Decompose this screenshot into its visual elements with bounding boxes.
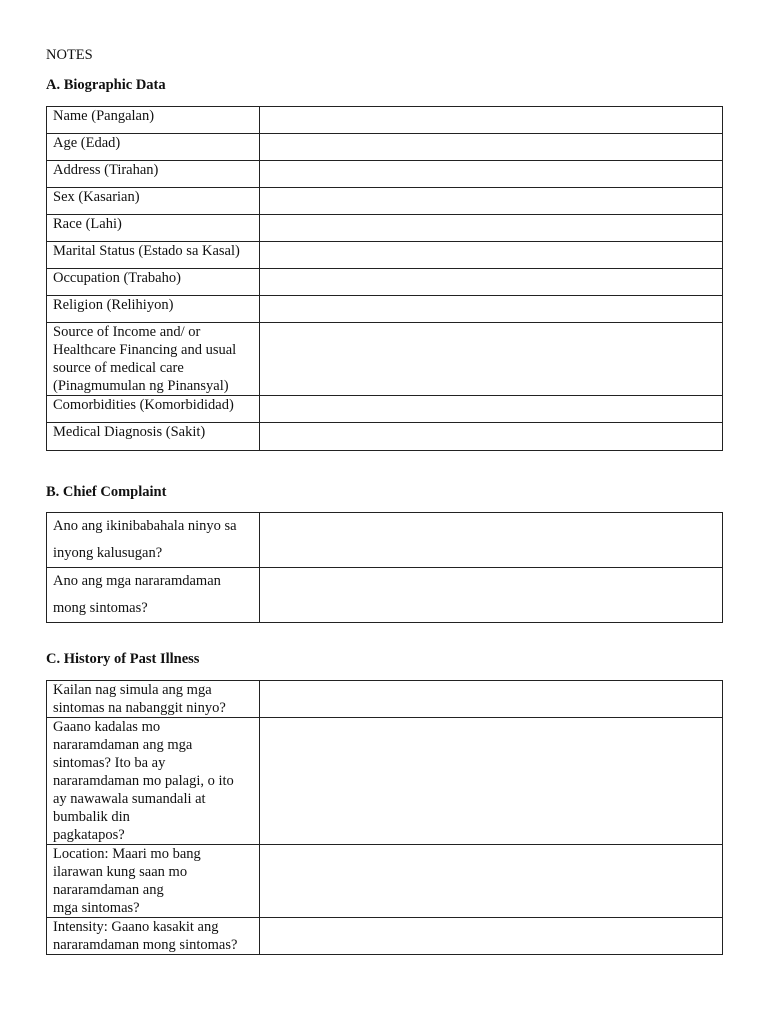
field-value[interactable] xyxy=(260,323,723,396)
field-value[interactable] xyxy=(260,845,723,918)
field-value[interactable] xyxy=(260,718,723,845)
notes-label: NOTES xyxy=(46,47,93,63)
field-value[interactable] xyxy=(260,215,723,242)
field-value[interactable] xyxy=(260,296,723,323)
field-value[interactable] xyxy=(260,513,723,568)
table-row xyxy=(47,845,723,918)
table-row xyxy=(47,296,723,323)
field-value[interactable] xyxy=(260,423,723,451)
field-value[interactable] xyxy=(260,396,723,423)
field-value[interactable] xyxy=(260,161,723,188)
field-label: Ano ang ikinibabahala ninyo sa inyong kalusugan? xyxy=(47,513,260,568)
section-b-heading: B. Chief Complaint xyxy=(46,484,167,500)
field-value[interactable] xyxy=(260,134,723,161)
table-row xyxy=(47,396,723,423)
field-label: Ano ang mga nararamdaman mong sintomas? xyxy=(47,568,260,623)
table-row xyxy=(47,718,723,845)
table-row xyxy=(47,918,723,955)
section-c-heading: C. History of Past Illness xyxy=(46,651,200,667)
history-past-illness-table xyxy=(46,680,723,955)
field-value[interactable] xyxy=(260,107,723,134)
field-value[interactable] xyxy=(260,188,723,215)
table-row xyxy=(47,242,723,269)
field-value[interactable] xyxy=(260,681,723,718)
field-label: Race (Lahi) xyxy=(47,215,260,242)
field-label: Intensity: Gaano kasakit ang nararamdaman mong sintomas? xyxy=(47,918,260,955)
field-label: Religion (Relihiyon) xyxy=(47,296,260,323)
table-row xyxy=(47,323,723,396)
field-label: Name (Pangalan) xyxy=(47,107,260,134)
biographic-data-table xyxy=(46,106,723,451)
table-row xyxy=(47,215,723,242)
chief-complaint-table xyxy=(46,512,723,623)
field-value[interactable] xyxy=(260,269,723,296)
field-label: Gaano kadalas mo nararamdaman ang mga sintomas? Ito ba ay nararamdaman mo palagi, o ito ay nawawala sumandali at bumbalik din pagkatapos? xyxy=(47,718,260,845)
field-label: Age (Edad) xyxy=(47,134,260,161)
table-row xyxy=(47,681,723,718)
table-row xyxy=(47,423,723,451)
table-row xyxy=(47,568,723,623)
field-label: Kailan nag simula ang mga sintomas na nabanggit ninyo? xyxy=(47,681,260,718)
field-label: Medical Diagnosis (Sakit) xyxy=(47,423,260,451)
field-label: Occupation (Trabaho) xyxy=(47,269,260,296)
section-a-heading: A. Biographic Data xyxy=(46,77,166,93)
field-label: Address (Tirahan) xyxy=(47,161,260,188)
field-value[interactable] xyxy=(260,918,723,955)
table-row xyxy=(47,134,723,161)
field-value[interactable] xyxy=(260,568,723,623)
field-label: Sex (Kasarian) xyxy=(47,188,260,215)
table-row xyxy=(47,188,723,215)
field-label: Marital Status (Estado sa Kasal) xyxy=(47,242,260,269)
table-row xyxy=(47,269,723,296)
field-label: Comorbidities (Komorbididad) xyxy=(47,396,260,423)
field-label: Source of Income and/ or Healthcare Financing and usual source of medical care (Pinagmumulan ng Pinansyal) xyxy=(47,323,260,396)
table-row xyxy=(47,107,723,134)
table-row xyxy=(47,161,723,188)
field-value[interactable] xyxy=(260,242,723,269)
field-label: Location: Maari mo bang ilarawan kung saan mo nararamdaman ang mga sintomas? xyxy=(47,845,260,918)
table-row xyxy=(47,513,723,568)
